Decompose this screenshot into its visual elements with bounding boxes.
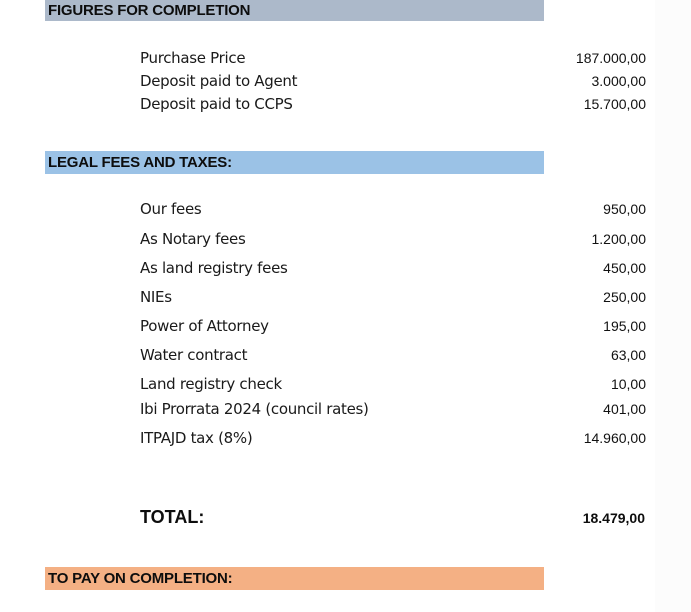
total-label: TOTAL: [140,507,205,527]
row-water-contract [140,345,646,365]
row-power-of-attorney [140,316,646,336]
row-value: 250,00 [603,289,646,305]
row-value: 14.960,00 [583,430,646,446]
row-label: As land registry fees [140,259,288,277]
row-label: Deposit paid to CCPS [140,95,293,113]
row-value: 450,00 [603,260,646,276]
row-value: 401,00 [603,401,646,417]
row-label: Water contract [140,346,248,364]
row-value: 950,00 [603,201,646,217]
row-itpajd-tax [140,428,646,448]
row-land-registry-check [140,374,646,394]
row-label: Deposit paid to Agent [140,72,298,90]
row-value: 63,00 [610,347,646,363]
row-ibi-prorrata [140,399,646,419]
row-label: Purchase Price [140,49,246,67]
row-value: 1.200,00 [591,231,646,247]
row-label: Ibi Prorrata 2024 (council rates) [140,400,369,418]
row-value: 187.000,00 [575,50,646,66]
row-purchase-price [140,48,646,68]
row-deposit-agent [140,71,646,91]
row-label: Land registry check [140,375,282,393]
row-value: 15.700,00 [583,96,646,112]
row-nies [140,287,646,307]
row-label: Power of Attorney [140,317,269,335]
section-header-legal-fees-and-taxes: LEGAL FEES AND TAXES: [45,151,544,174]
section-header-to-pay-on-completion: TO PAY ON COMPLETION: [45,567,544,590]
row-label: NIEs [140,288,172,306]
row-value: 3.000,00 [591,73,646,89]
row-land-registry-fees [140,258,646,278]
row-label: As Notary fees [140,230,246,248]
row-our-fees [140,199,646,219]
row-deposit-ccps [140,94,646,114]
row-value: 10,00 [610,376,646,392]
section-header-figures-for-completion: FIGURES FOR COMPLETION [45,0,544,21]
sheet-margin [655,0,691,612]
row-label: Our fees [140,200,202,218]
row-value: 195,00 [603,318,646,334]
row-label: ITPAJD tax (8%) [140,429,253,447]
row-notary-fees [140,229,646,249]
total-value: 18.479,00 [582,510,645,526]
